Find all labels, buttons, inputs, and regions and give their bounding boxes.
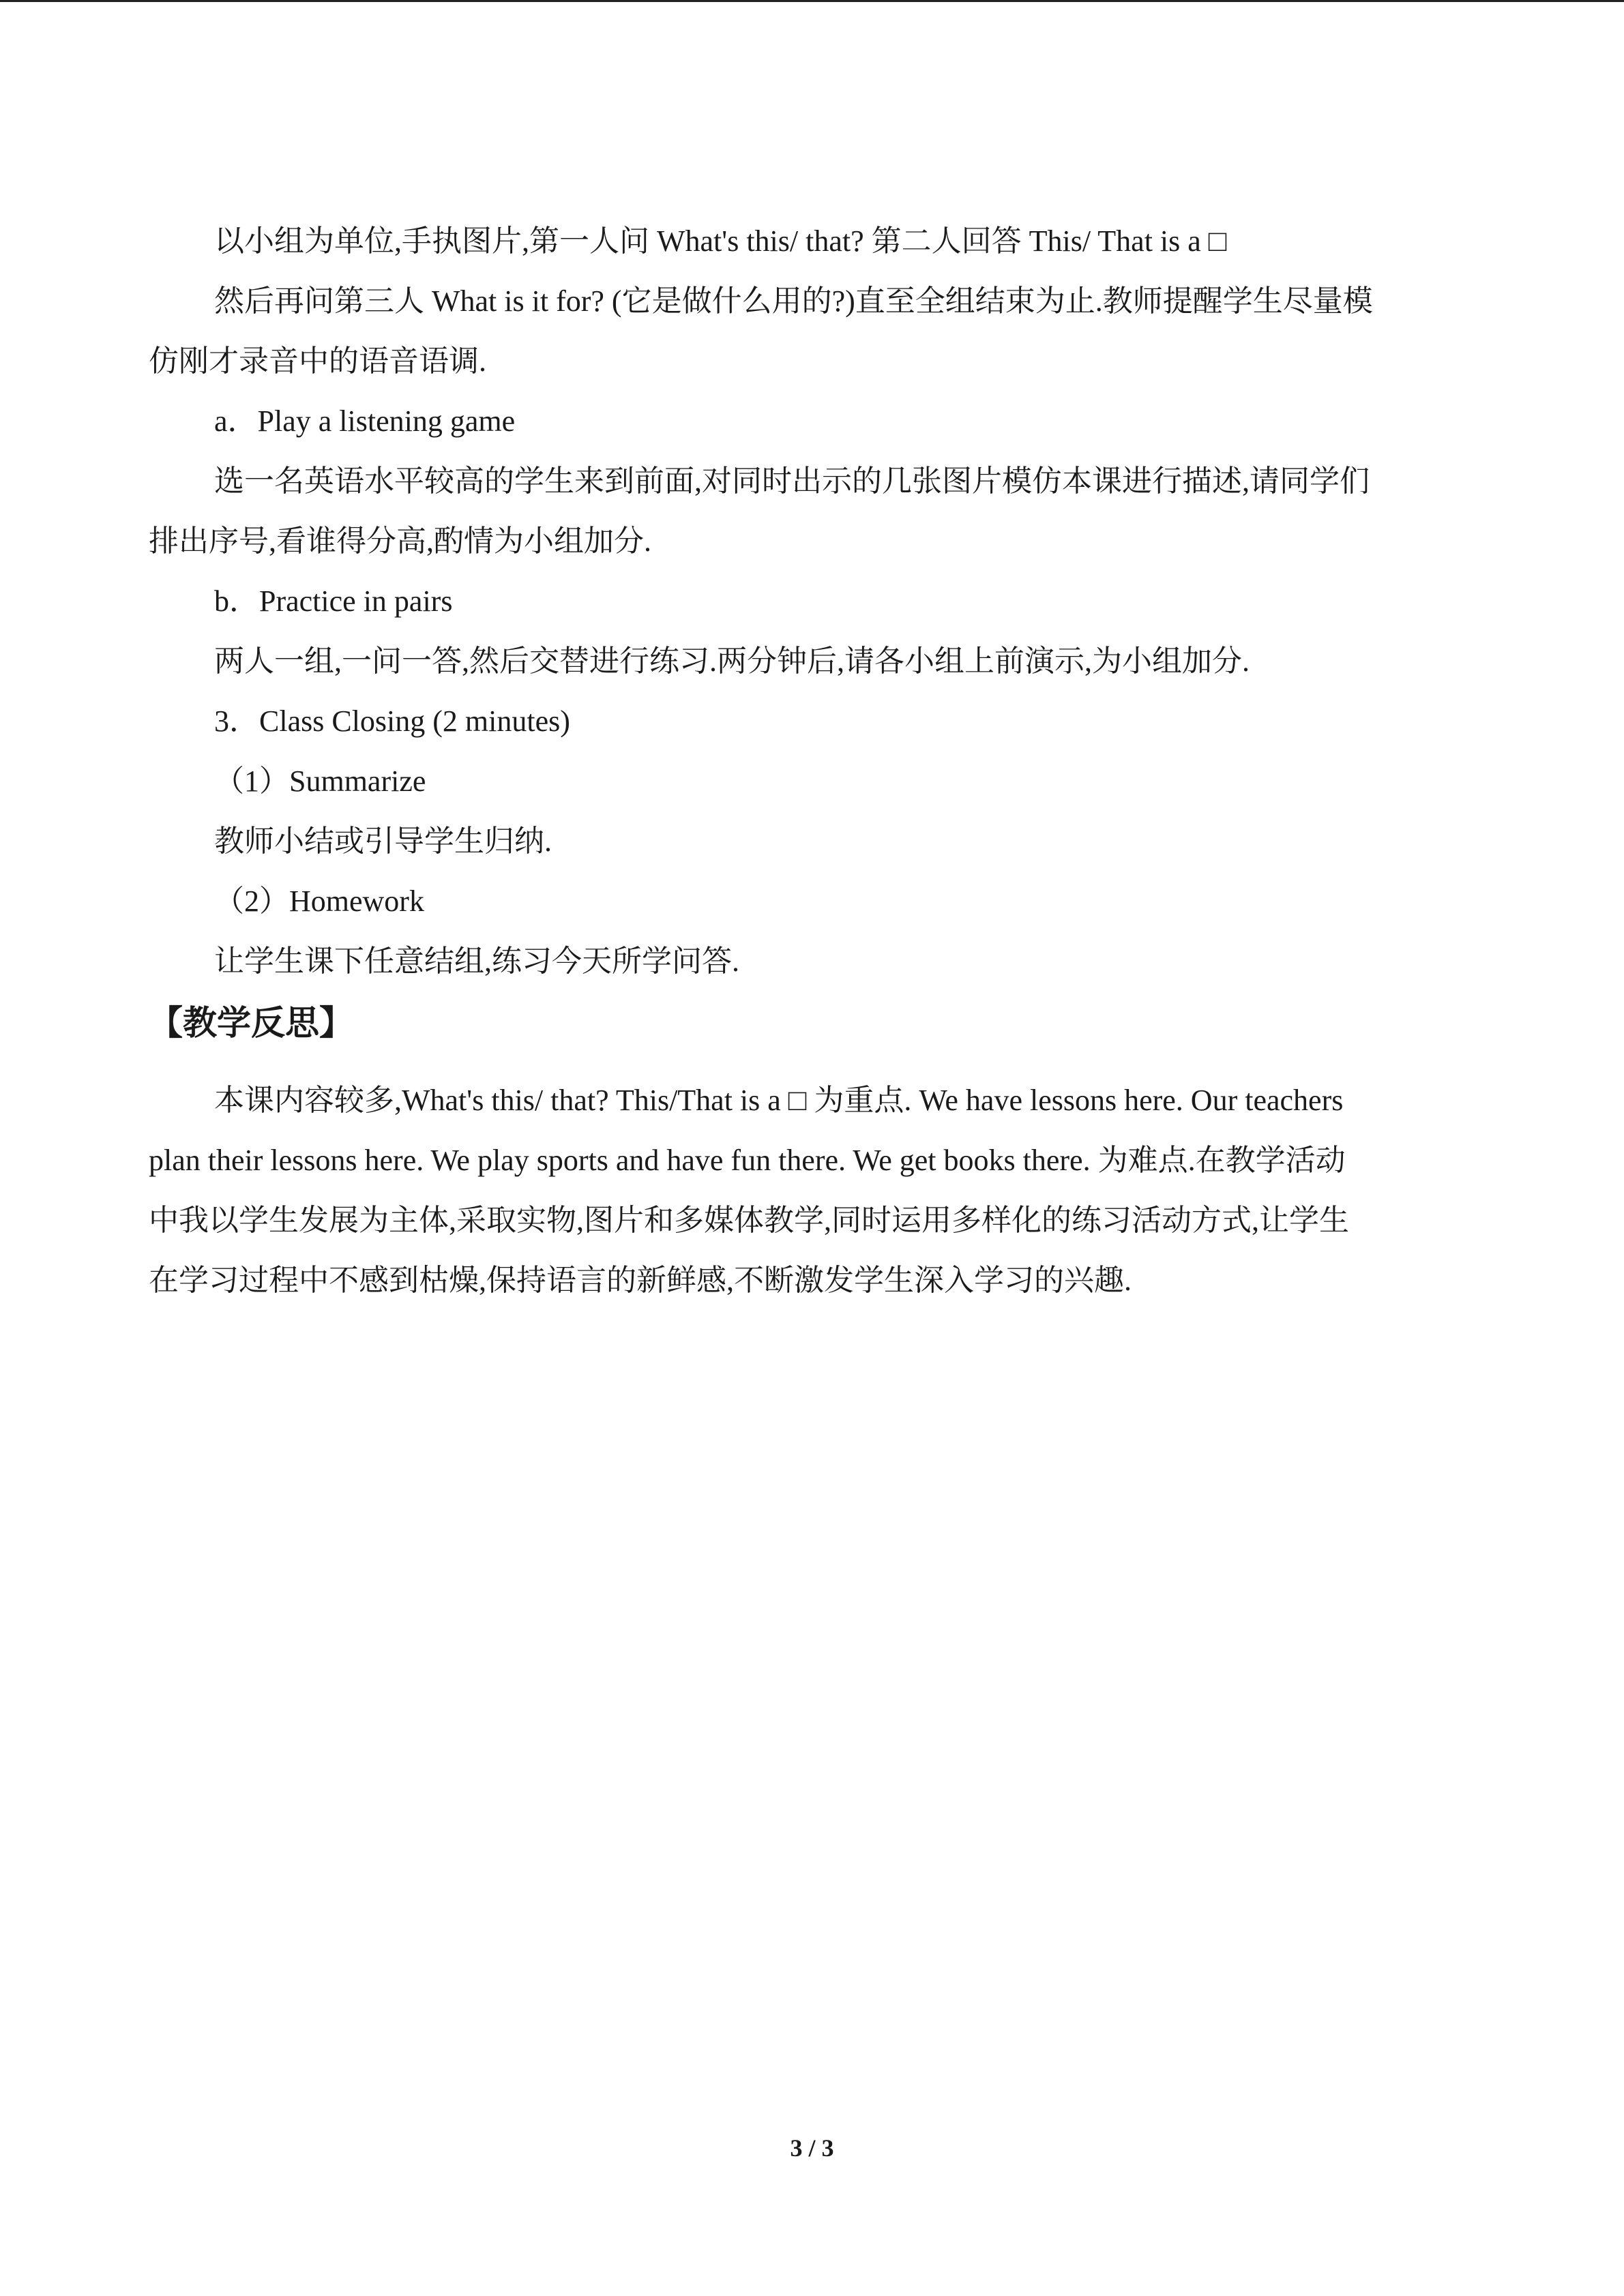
sub-step-homework: （2）Homework <box>214 884 424 918</box>
body-line-pair-work: 两人一组,一问一答,然后交替进行练习.两分钟后,请各小组上前演示,为小组加分. <box>214 644 1250 678</box>
body-line-summary: 教师小结或引导学生归纳. <box>214 824 552 858</box>
body-line-group-activity: 以小组为单位,手执图片,第一人问 What's this/ that? 第二人回答 This/ That is a □ <box>214 224 1227 258</box>
reflection-line: 在学习过程中不感到枯燥,保持语言的新鲜感,不断激发学生深入学习的兴趣. <box>149 1264 1132 1297</box>
reflection-line: plan their lessons here. We play sports and have fun there. We get books there. 为难点.在教学活动 <box>149 1144 1346 1177</box>
body-line-describe-pictures: 选一名英语水平较高的学生来到前面,对同时出示的几张图片模仿本课进行描述,请同学们 <box>214 464 1370 498</box>
reflection-heading: 【教学反思】 <box>149 1003 353 1043</box>
reflection-line: 本课内容较多,What's this/ that? This/That is a □ 为重点. We have lessons here. Our teachers <box>214 1084 1344 1117</box>
body-line-ranking: 排出序号,看谁得分高,酌情为小组加分. <box>149 524 651 558</box>
top-border-rule <box>0 0 1624 2</box>
step-b-title: b．Practice in pairs <box>214 584 453 618</box>
document-page-body <box>149 211 1475 1311</box>
body-line-homework: 让学生课下任意结组,练习今天所学问答. <box>214 944 739 978</box>
page-number: 3 / 3 <box>790 2134 834 2162</box>
body-line-third-person: 然后再问第三人 What is it for? (它是做什么用的?)直至全组结束为止.教师提醒学生尽量模 <box>214 284 1373 318</box>
step-a-title: a．Play a listening game <box>214 404 516 438</box>
body-line-imitate-tone: 仿刚才录音中的语音语调. <box>149 344 486 378</box>
sub-step-summarize: （1）Summarize <box>214 764 426 798</box>
reflection-line: 中我以学生发展为主体,采取实物,图片和多媒体教学,同时运用多样化的练习活动方式,让学生 <box>149 1204 1349 1237</box>
step-3-title: 3．Class Closing (2 minutes) <box>214 704 570 738</box>
